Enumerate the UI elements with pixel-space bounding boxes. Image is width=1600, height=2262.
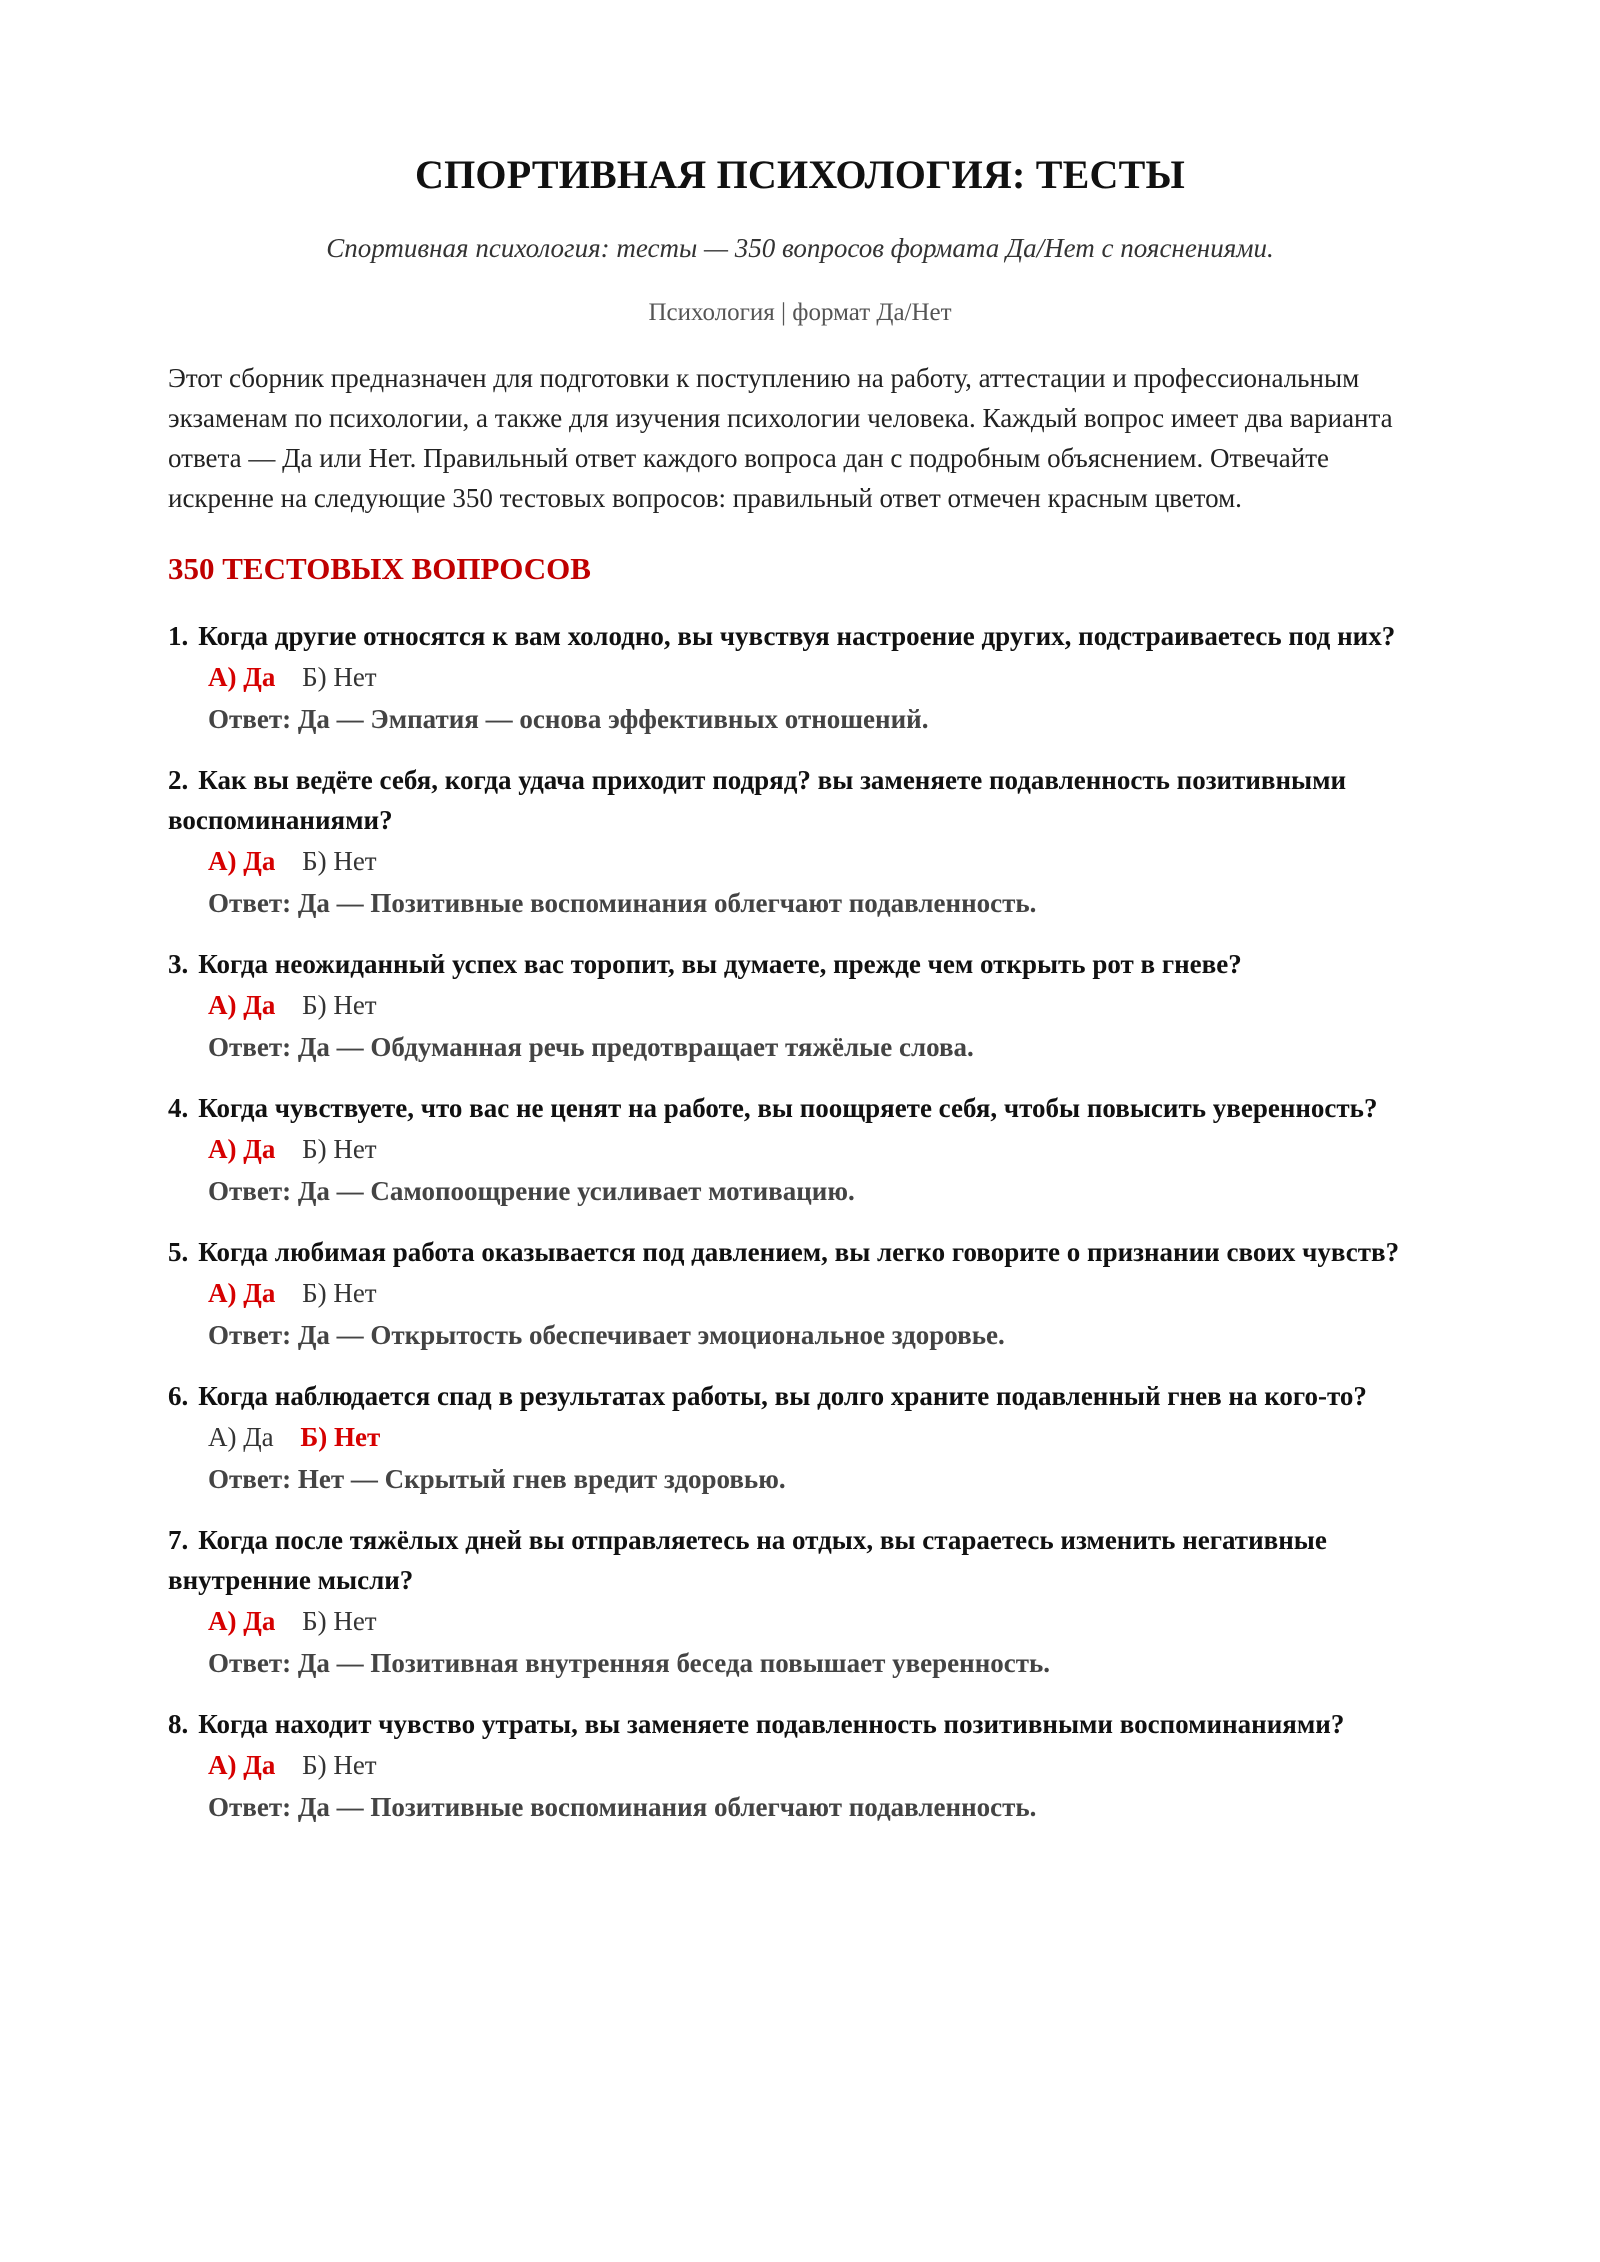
question-text	[168, 616, 1432, 656]
question-number: 4.	[168, 1092, 189, 1123]
answer-explanation: Ответ: Нет — Скрытый гнев вредит здоровью.	[208, 1463, 786, 1494]
question-number: 2.	[168, 764, 189, 795]
answer-options	[208, 1600, 1432, 1642]
option-a: А) Да	[208, 1605, 276, 1636]
question-item	[168, 1520, 1432, 1684]
question-text	[168, 760, 1432, 840]
option-b: Б) Нет	[302, 661, 377, 692]
option-b: Б) Нет	[302, 1605, 377, 1636]
answer-options	[208, 1128, 1432, 1170]
question-number: 7.	[168, 1524, 189, 1555]
question-text	[168, 1520, 1432, 1600]
question-label: Когда чувствуете, что вас не ценят на работе, вы поощряете себя, чтобы повысить уверенность?	[198, 1092, 1378, 1123]
question-item	[168, 760, 1432, 924]
answer-explanation: Ответ: Да — Эмпатия — основа эффективных отношений.	[208, 703, 929, 734]
document-subtitle: Спортивная психология: тесты — 350 вопросов формата Да/Нет с пояснениями.	[326, 233, 1274, 263]
question-number: 3.	[168, 948, 189, 979]
answer-explanation: Ответ: Да — Самопоощрение усиливает мотивацию.	[208, 1175, 855, 1206]
option-b: Б) Нет	[302, 989, 377, 1020]
question-text	[168, 1704, 1432, 1744]
section-heading: 350 ТЕСТОВЫХ ВОПРОСОВ	[168, 551, 591, 587]
option-b: Б) Нет	[302, 1277, 377, 1308]
answer-explanation: Ответ: Да — Позитивные воспоминания облегчают подавленность.	[208, 1791, 1037, 1822]
option-a: А) Да	[208, 1749, 276, 1780]
document-category: Психология | формат Да/Нет	[648, 299, 952, 327]
answer-explanation: Ответ: Да — Обдуманная речь предотвращает тяжёлые слова.	[208, 1031, 974, 1062]
option-a: А) Да	[208, 845, 276, 876]
answer-options	[208, 1744, 1432, 1786]
question-label: Когда находит чувство утраты, вы заменяете подавленность позитивными воспоминаниями?	[198, 1708, 1345, 1739]
option-b: Б) Нет	[302, 845, 377, 876]
question-item	[168, 1376, 1432, 1500]
answer-options	[208, 840, 1432, 882]
answer-options	[208, 1416, 1432, 1458]
question-label: Когда наблюдается спад в результатах работы, вы долго храните подавленный гнев на кого-то?	[198, 1380, 1367, 1411]
option-b: Б) Нет	[302, 1749, 377, 1780]
question-text	[168, 1088, 1432, 1128]
document-title: СПОРТИВНАЯ ПСИХОЛОГИЯ: ТЕСТЫ	[415, 152, 1185, 197]
question-text	[168, 1376, 1432, 1416]
option-b: Б) Нет	[300, 1421, 381, 1452]
question-label: Когда любимая работа оказывается под давлением, вы легко говорите о признании своих чувств?	[198, 1236, 1400, 1267]
question-label: Когда другие относятся к вам холодно, вы чувствуя настроение других, подстраиваетесь под них?	[198, 620, 1396, 651]
question-label: Как вы ведёте себя, когда удача приходит подряд? вы заменяете подавленность позитивными воспоминаниями?	[168, 764, 1347, 835]
answer-explanation: Ответ: Да — Позитивные воспоминания облегчают подавленность.	[208, 887, 1037, 918]
question-item	[168, 944, 1432, 1068]
question-label: Когда после тяжёлых дней вы отправляетесь на отдых, вы стараетесь изменить негативные внутренние мысли?	[168, 1524, 1327, 1595]
question-number: 5.	[168, 1236, 189, 1267]
question-list	[168, 616, 1432, 1828]
answer-explanation: Ответ: Да — Открытость обеспечивает эмоциональное здоровье.	[208, 1319, 1005, 1350]
question-item	[168, 1232, 1432, 1356]
answer-explanation: Ответ: Да — Позитивная внутренняя беседа повышает уверенность.	[208, 1647, 1051, 1678]
answer-options	[208, 656, 1432, 698]
question-item	[168, 1704, 1432, 1828]
answer-options	[208, 984, 1432, 1026]
question-number: 6.	[168, 1380, 189, 1411]
option-a: А) Да	[208, 1277, 276, 1308]
question-text	[168, 944, 1432, 984]
intro-paragraph: Этот сборник предназначен для подготовки к поступлению на работу, аттестации и профессиональным экзаменам по психологии, а также для изучения психологии человека. Каждый вопрос имеет два варианта ответа — Да или Нет. Правильный ответ каждого вопроса дан с подробным объяснением. Отвечайте искренне на следующие 350 тестовых вопросов: правильный ответ отмечен красным цветом.	[168, 363, 1393, 514]
question-number: 8.	[168, 1708, 189, 1739]
question-number: 1.	[168, 620, 189, 651]
option-b: Б) Нет	[302, 1133, 377, 1164]
question-label: Когда неожиданный успех вас торопит, вы думаете, прежде чем открыть рот в гневе?	[198, 948, 1242, 979]
answer-options	[208, 1272, 1432, 1314]
option-a: А) Да	[208, 1133, 276, 1164]
option-a: А) Да	[208, 661, 276, 692]
question-item	[168, 616, 1432, 740]
option-a: А) Да	[208, 1421, 274, 1452]
option-a: А) Да	[208, 989, 276, 1020]
question-text	[168, 1232, 1432, 1272]
question-item	[168, 1088, 1432, 1212]
